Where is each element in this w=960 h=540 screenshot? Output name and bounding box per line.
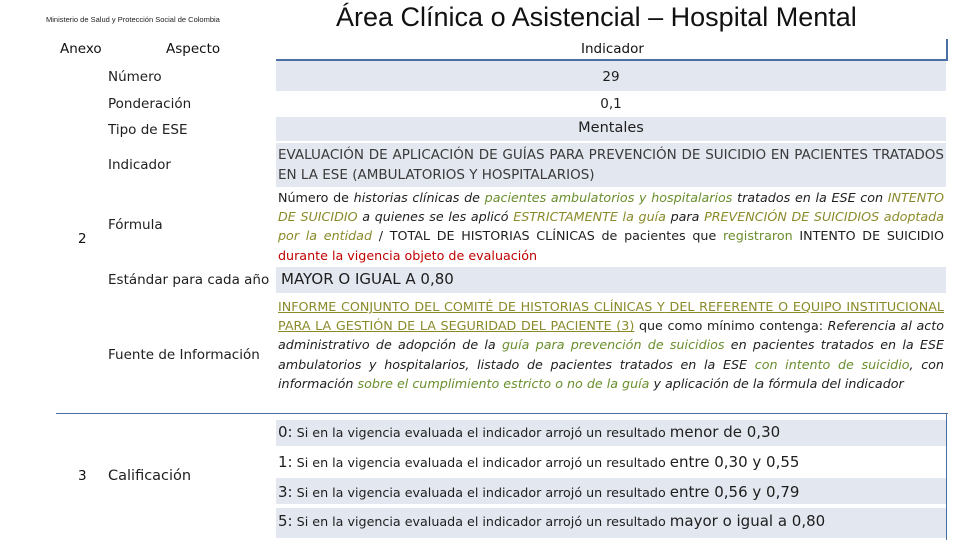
calificacion-level-5: 5: Si en la vigencia evaluada el indicador arrojó un resultado mayor o igual a 0,80 xyxy=(278,512,826,530)
header-rule xyxy=(276,59,948,61)
page-title: Área Clínica o Asistencial – Hospital Mental xyxy=(336,2,857,32)
label-estandar: Estándar para cada año xyxy=(108,272,270,288)
anexo-number-2: 2 xyxy=(78,231,87,247)
value-numero: 29 xyxy=(602,69,620,85)
label-formula: Fórmula xyxy=(108,217,163,233)
label-ponderacion: Ponderación xyxy=(108,96,192,112)
label-calificacion: Calificación xyxy=(108,468,192,484)
calificacion-level-3: 3: Si en la vigencia evaluada el indicador arrojó un resultado entre 0,56 y 0,79 xyxy=(278,483,800,501)
header-rule-right xyxy=(946,39,948,61)
ministry-label: Ministerio de Salud y Protección Social de Colombia xyxy=(46,15,220,24)
row-divider xyxy=(56,413,948,414)
label-numero: Número xyxy=(108,69,162,85)
anexo-number-3: 3 xyxy=(78,468,87,484)
row-divider-right xyxy=(946,414,947,540)
label-indicador: Indicador xyxy=(108,157,171,173)
column-indicador: Indicador xyxy=(581,41,644,57)
column-anexo: Anexo xyxy=(60,41,102,57)
value-indicador: EVALUACIÓN DE APLICACIÓN DE GUÍAS PARA PREVENCIÓN DE SUICIDIO EN PACIENTES TRATADOS EN LA ESE (AMBULATORIOS Y HOSPITALARIOS) xyxy=(278,147,944,183)
value-estandar: MAYOR O IGUAL A 0,80 xyxy=(281,270,454,288)
value-ponderacion: 0,1 xyxy=(600,96,622,112)
calificacion-level-1: 1: Si en la vigencia evaluada el indicador arrojó un resultado entre 0,30 y 0,55 xyxy=(278,453,800,471)
calificacion-level-0: 0: Si en la vigencia evaluada el indicador arrojó un resultado menor de 0,30 xyxy=(278,423,781,441)
label-tipo-ese: Tipo de ESE xyxy=(108,122,188,138)
value-formula: Número de historias clínicas de pacientes ambulatorios y hospitalarios tratados en la ESE con INTENTO DE SUICIDIO a quienes se les aplicó ESTRICTAMENTE la guía para PREVENCIÓN DE SUICIDIOS adoptada por la entidad / TOTAL DE HISTORIAS CLÍNICAS de pacientes que registraron INTENTO DE SUICIDIO durante la vigencia objeto de evaluación xyxy=(278,190,945,263)
value-fuente: INFORME CONJUNTO DEL COMITÉ DE HISTORIAS CLÍNICAS Y DEL REFERENTE O EQUIPO INSTITUCIONAL PARA LA GESTIÓN DE LA SEGURIDAD DEL PACIENTE (3) que como mínimo contenga: Referencia al acto administrativo de adopción de la guía para prevención de suicidios en pacientes tratados en la ESE ambulatorios y hospitalarios, listado de pacientes tratados en la ESE con intento de suicidio, con información sobre el cumplimiento estricto o no de la guía y aplicación de la fórmula del indicador xyxy=(278,299,945,391)
column-aspecto: Aspecto xyxy=(166,41,221,57)
label-fuente: Fuente de Información xyxy=(108,347,260,363)
value-tipo-ese: Mentales xyxy=(578,120,644,136)
